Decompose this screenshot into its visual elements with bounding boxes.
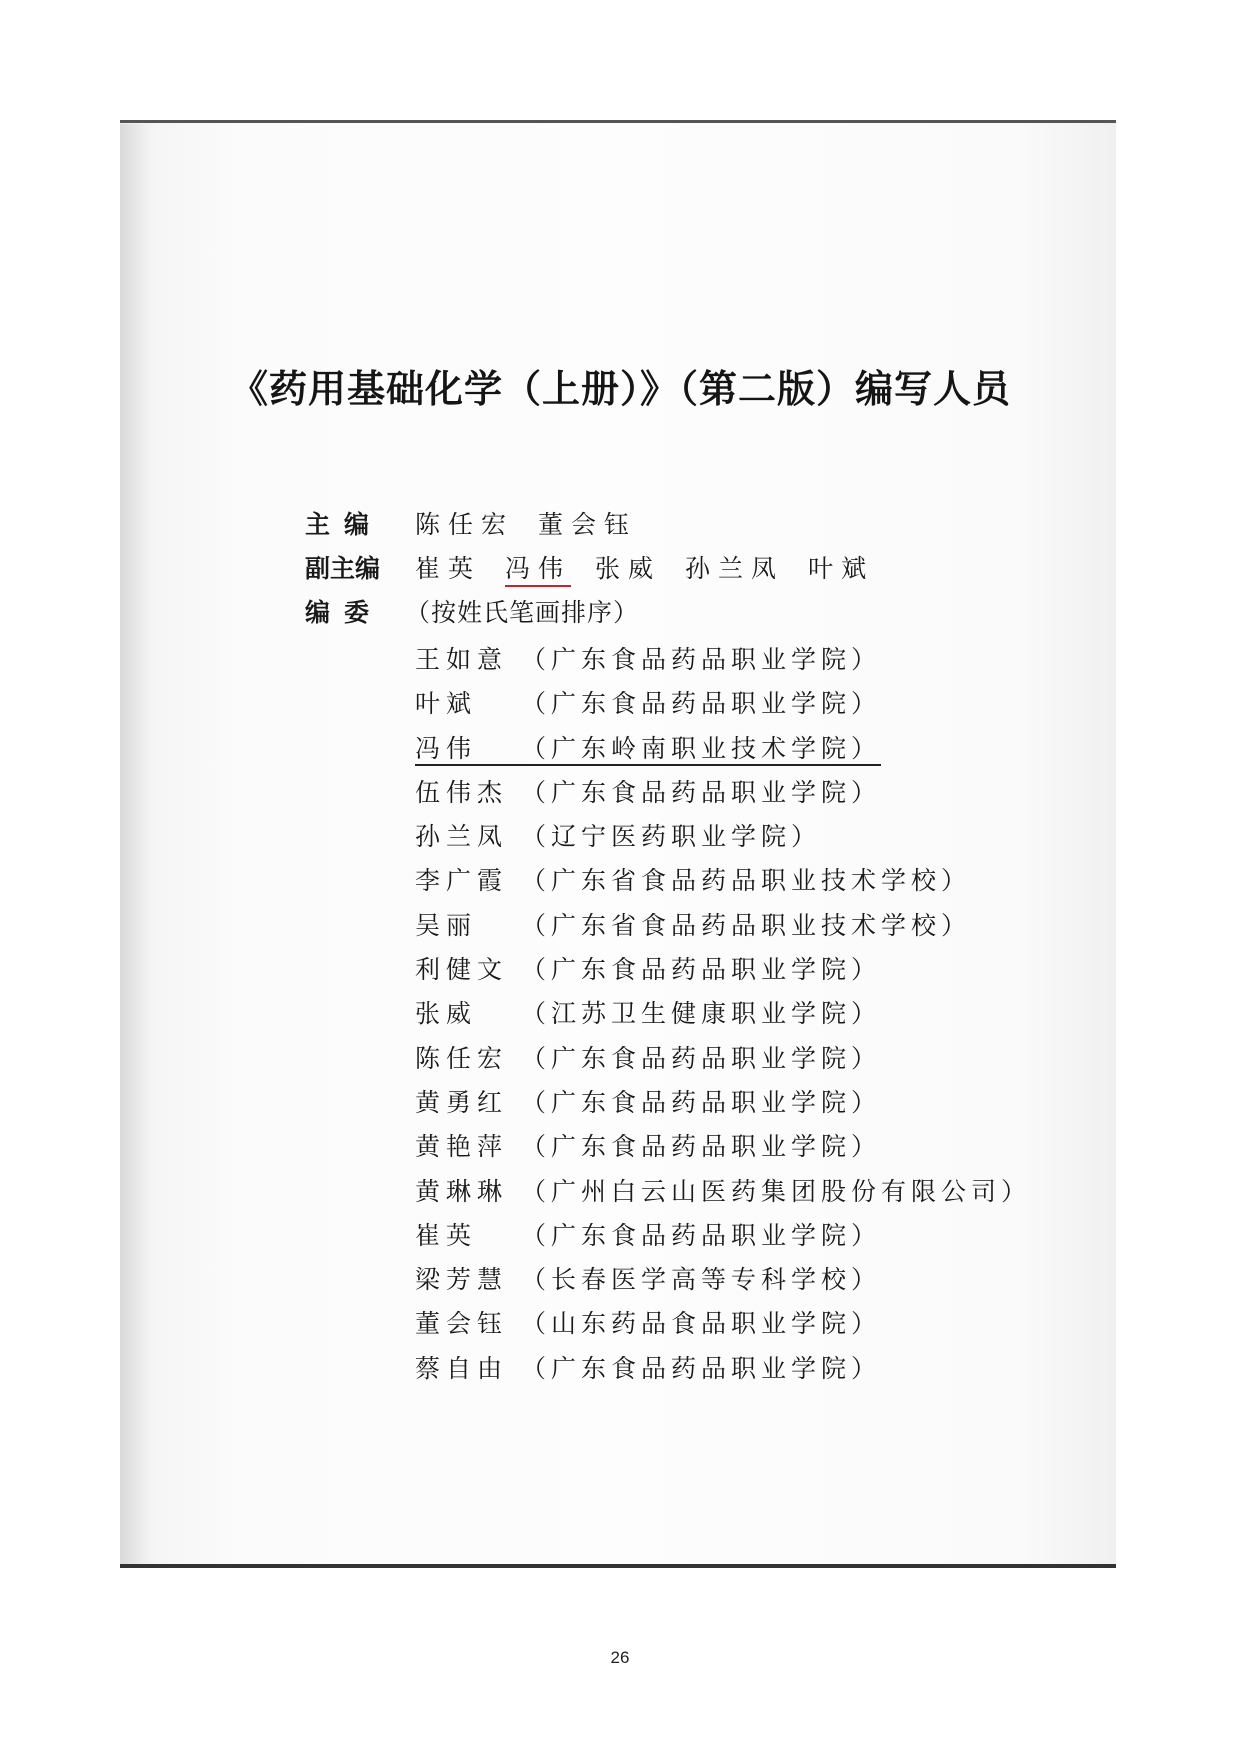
list-item: [415, 1214, 1031, 1258]
editor-name: 董会钰: [538, 510, 638, 539]
member-affiliation: （广东食品药品职业学院）: [521, 689, 882, 719]
list-item: [415, 1258, 1031, 1302]
deputy-editors-names: [415, 549, 898, 589]
member-name: 梁芳慧: [415, 1265, 509, 1295]
editor-in-chief-names: [415, 505, 661, 545]
member-affiliation: （广州白云山医药集团股份有限公司）: [521, 1176, 1032, 1206]
member-affiliation: （长春医学高等专科学校）: [521, 1265, 882, 1295]
member-name: 王如意: [415, 645, 509, 674]
list-item: [415, 638, 1031, 682]
list-item: [415, 815, 1031, 859]
member-affiliation: （广东岭南职业技术学院）: [521, 733, 882, 763]
page-number: 26: [610, 1648, 630, 1667]
member-affiliation: （广东食品药品职业学院）: [521, 1043, 882, 1073]
scan-shadow: [120, 124, 150, 1564]
list-item: [415, 1125, 1031, 1169]
list-item: [415, 682, 1031, 726]
committee-label: 编委: [305, 598, 384, 627]
member-name: 孙兰凤: [415, 822, 509, 852]
list-item: [415, 1347, 1031, 1391]
member-affiliation: （辽宁医药职业学院）: [521, 822, 822, 852]
member-name: 黄勇红: [415, 1087, 509, 1117]
member-affiliation: （广东省食品药品职业技术学校）: [521, 910, 972, 940]
member-affiliation: （广东食品药品职业学院）: [521, 1220, 882, 1250]
deputy-editor-name: 孙兰凤: [685, 554, 785, 583]
list-item: [415, 771, 1031, 815]
list-item: [415, 1037, 1031, 1081]
list-item: [415, 1170, 1031, 1214]
member-name: 叶斌: [415, 689, 478, 719]
member-name: 冯伟: [415, 733, 478, 763]
editor-in-chief-row: [305, 505, 661, 545]
list-item: [415, 992, 1031, 1036]
deputy-editor-name: 叶斌: [808, 554, 875, 583]
underlined-entry: [415, 734, 881, 766]
committee-note: （按姓氏笔画排序）: [405, 598, 640, 627]
member-name: 董会钰: [415, 1309, 509, 1339]
member-affiliation: （广东食品药品职业学院）: [521, 1087, 882, 1117]
member-name: 利健文: [415, 955, 509, 985]
list-item: [415, 948, 1031, 992]
member-name: 黄琳琳: [415, 1176, 509, 1206]
list-item: [415, 1302, 1031, 1346]
deputy-editors-row: [305, 549, 898, 589]
deputy-editors-label: 副主编: [305, 554, 381, 583]
member-name: 蔡自由: [415, 1353, 509, 1383]
page-title: 《药用基础化学（上册）》（第二版）编写人员: [230, 367, 1012, 411]
list-item: [415, 859, 1031, 903]
list-item: [415, 1081, 1031, 1125]
member-affiliation: （广东省食品药品职业技术学校）: [521, 866, 972, 896]
member-affiliation: （江苏卫生健康职业学院）: [521, 999, 882, 1029]
member-affiliation: （广东食品药品职业学院）: [521, 645, 882, 674]
member-name: 张威: [415, 999, 478, 1029]
member-affiliation: （广东食品药品职业学院）: [521, 777, 882, 807]
member-name: 黄艳萍: [415, 1132, 509, 1162]
editor-in-chief-label: 主编: [305, 510, 384, 539]
member-name: 崔英: [415, 1220, 478, 1250]
committee-row: [305, 593, 639, 633]
member-affiliation: （广东食品药品职业学院）: [521, 1353, 882, 1383]
member-affiliation: （广东食品药品职业学院）: [521, 955, 882, 985]
member-name: 陈任宏: [415, 1043, 509, 1073]
deputy-editor-name-underlined: 冯伟: [505, 554, 571, 587]
member-name: 伍伟杰: [415, 777, 509, 807]
deputy-editor-name: 张威: [595, 554, 662, 583]
committee-member-list: [415, 638, 1031, 1391]
list-item: [415, 904, 1031, 948]
list-item-underlined: [415, 727, 1031, 771]
member-name: 李广霞: [415, 866, 509, 896]
deputy-editor-name: 崔英: [415, 554, 482, 583]
member-name: 吴丽: [415, 910, 478, 940]
member-affiliation: （山东药品食品职业学院）: [521, 1309, 882, 1339]
member-affiliation: （广东食品药品职业学院）: [521, 1132, 882, 1162]
editor-name: 陈任宏: [415, 510, 515, 539]
